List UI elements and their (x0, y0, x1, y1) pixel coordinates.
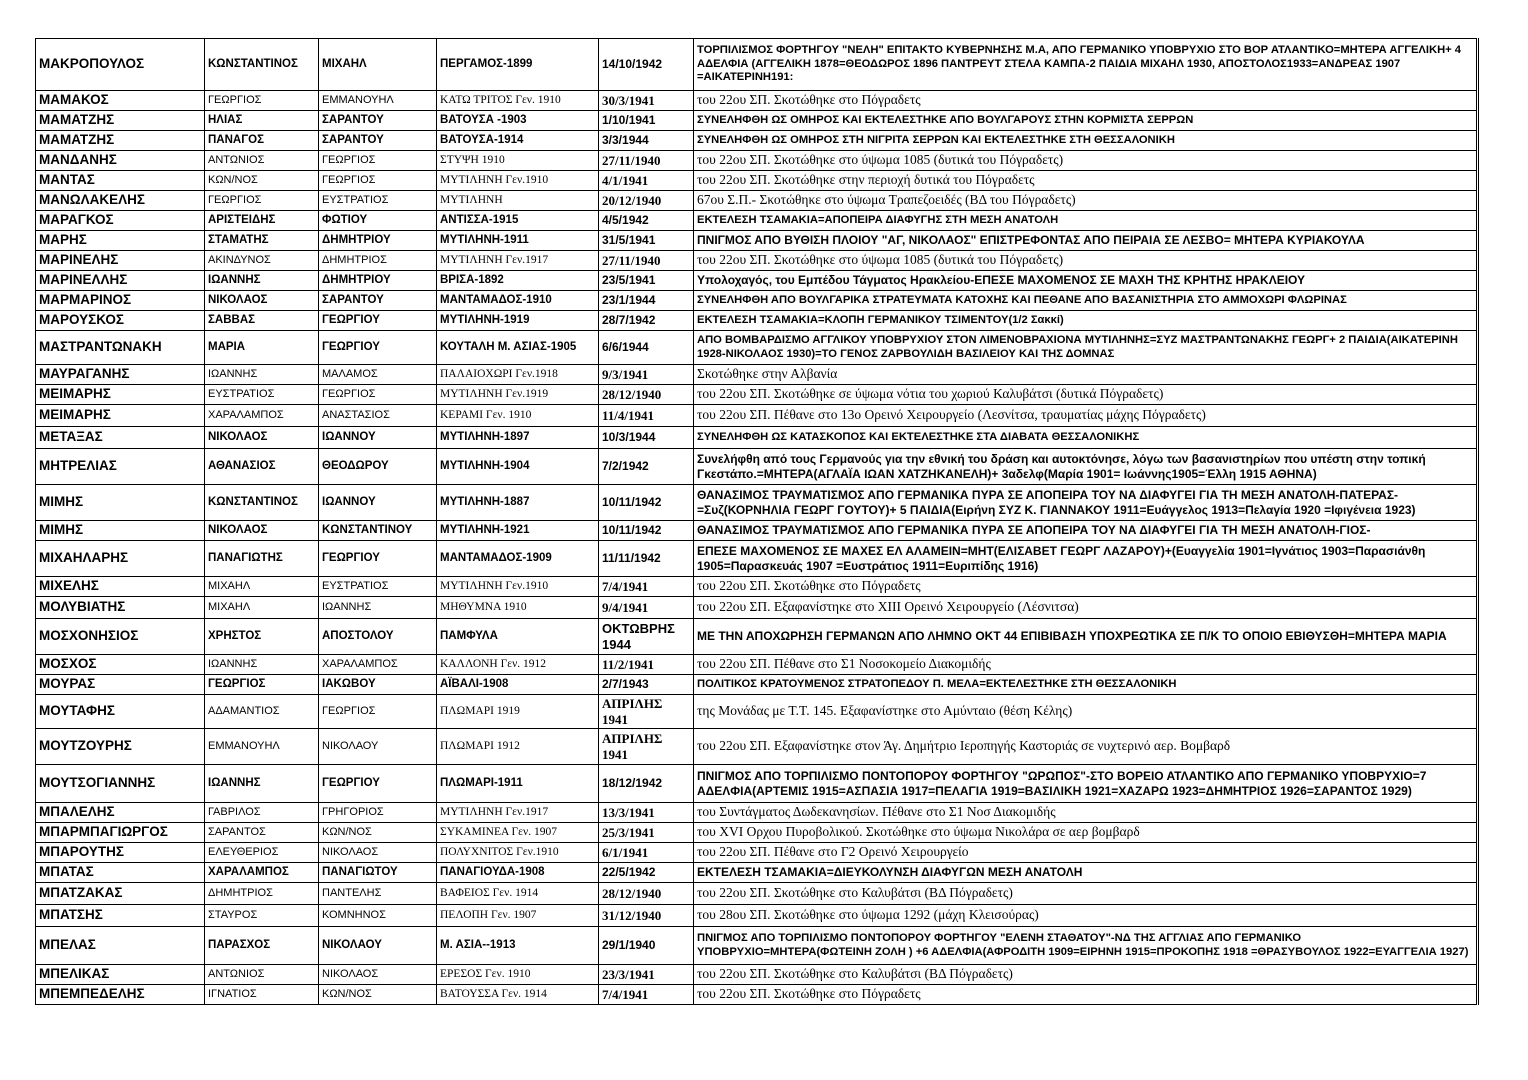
first-name-cell: ΧΑΡΑΛΑΜΠΟΣ (205, 863, 319, 883)
surname-cell: ΜΕΙΜΑΡΗΣ (36, 405, 205, 427)
table-row (36, 619, 1478, 655)
first-name-cell: ΠΑΝΑΓΙΩΤΗΣ (205, 541, 319, 577)
surname-cell: ΜΑΡΙΝΕΛΛΗΣ (36, 271, 205, 291)
table-row (36, 365, 1478, 385)
father-name-cell: ΚΩΝ/ΝΟΣ (319, 823, 437, 843)
notes-cell: ΣΥΝΕΛΗΦΘΗ ΩΣ ΟΜΗΡΟΣ ΣΤΗ ΝΙΓΡΙΤΑ ΣΕΡΡΩΝ ΚΑΙ ΕΚΤΕΛΕΣΤΗΚΕ ΣΤΗ ΘΕΣΣΑΛΟΝΙΚΗ (694, 131, 1478, 151)
surname-cell: ΜΑΝΔΑΝΗΣ (36, 151, 205, 171)
table-row (36, 521, 1478, 541)
table-row (36, 211, 1478, 231)
table-row (36, 965, 1478, 985)
date-cell: 23/3/1941 (599, 965, 694, 985)
surname-cell: ΜΠΕΜΠΕΔΕΛΗΣ (36, 985, 205, 1005)
first-name-cell: ΙΩΑΝΝΗΣ (205, 271, 319, 291)
table-row (36, 905, 1478, 927)
date-cell: 31/5/1941 (599, 231, 694, 251)
surname-cell: ΜΑΡΗΣ (36, 231, 205, 251)
surname-cell: ΜΕΙΜΑΡΗΣ (36, 385, 205, 405)
surname-cell: ΜΟΥΤΣΟΓΙΑΝΝΗΣ (36, 765, 205, 803)
first-name-cell: ΕΛΕΥΘΕΡΙΟΣ (205, 843, 319, 863)
surname-cell: ΜΠΑΤΑΣ (36, 863, 205, 883)
birthplace-year-cell: ΣΤΥΨΗ 1910 (437, 151, 599, 171)
table-row (36, 485, 1478, 521)
table-row (36, 927, 1478, 965)
date-cell: 10/3/1944 (599, 427, 694, 449)
first-name-cell: ΑΚΙΝΔΥΝΟΣ (205, 251, 319, 271)
birthplace-year-cell: ΠΟΛΥΧΝΙΤΟΣ Γεν.1910 (437, 843, 599, 863)
father-name-cell: ΕΥΣΤΡΑΤΙΟΣ (319, 577, 437, 597)
surname-cell: ΜΟΣΧΟΣ (36, 655, 205, 675)
notes-cell: του 22ου ΣΠ. Πέθανε στο Γ2 Ορεινό Χειρουργείο (694, 843, 1478, 863)
birthplace-year-cell: ΠΑΜΦΥΛΑ (437, 619, 599, 655)
birthplace-year-cell: ΜΥΤΙΛΗΝΗ-1919 (437, 311, 599, 331)
notes-cell: του 22ου ΣΠ. Σκοτώθηκε στο Καλυβάτσι (ΒΔ Πόγραδετς) (694, 883, 1478, 905)
date-cell: 11/11/1942 (599, 541, 694, 577)
birthplace-year-cell: ΜΗΘΥΜΝΑ 1910 (437, 597, 599, 619)
first-name-cell: ΕΥΣΤΡΑΤΙΟΣ (205, 385, 319, 405)
date-cell: 6/1/1941 (599, 843, 694, 863)
birthplace-year-cell: ΜΥΤΙΛΗΝΗ-1904 (437, 449, 599, 485)
first-name-cell: ΔΗΜΗΤΡΙΟΣ (205, 883, 319, 905)
first-name-cell: ΜΙΧΑΗΛ (205, 577, 319, 597)
notes-cell: ΠΝΙΓΜΟΣ ΑΠΟ ΒΥΘΙΣΗ ΠΛΟΙΟΥ "ΑΓ, ΝΙΚΟΛΑΟΣ" ΕΠΙΣΤΡΕΦΟΝΤΑΣ ΑΠΟ ΠΕΙΡΑΙΑ ΣΕ ΛΕΣΒΟ= ΜΗΤΕΡΑ ΚΥΡΙΑΚΟΥΛΑ (694, 231, 1478, 251)
birthplace-year-cell: ΑΝΤΙΣΣΑ-1915 (437, 211, 599, 231)
date-cell: 23/1/1944 (599, 291, 694, 311)
first-name-cell: ΑΝΤΩΝΙΟΣ (205, 965, 319, 985)
father-name-cell: ΑΝΑΣΤΑΣΙΟΣ (319, 405, 437, 427)
surname-cell: ΜΑΡΟΥΣΚΟΣ (36, 311, 205, 331)
date-cell: 28/12/1940 (599, 385, 694, 405)
table-row (36, 541, 1478, 577)
date-cell: 29/1/1940 (599, 927, 694, 965)
notes-cell: της Μονάδας με Τ.Τ. 145. Εξαφανίστηκε στο Αμύνταιο (θέση Κέλης) (694, 695, 1478, 729)
father-name-cell: ΓΕΩΡΓΙΟΥ (319, 541, 437, 577)
first-name-cell: ΚΩΝΣΤΑΝΤΙΝΟΣ (205, 39, 319, 91)
father-name-cell: ΝΙΚΟΛΑΟΣ (319, 843, 437, 863)
birthplace-year-cell: ΒΡΙΣΑ-1892 (437, 271, 599, 291)
first-name-cell: ΝΙΚΟΛΑΟΣ (205, 521, 319, 541)
table-row (36, 231, 1478, 251)
father-name-cell: ΙΩΑΝΝΟΥ (319, 485, 437, 521)
father-name-cell: ΓΕΩΡΓΙΟΣ (319, 151, 437, 171)
notes-cell: ΘΑΝΑΣΙΜΟΣ ΤΡΑΥΜΑΤΙΣΜΟΣ ΑΠΟ ΓΕΡΜΑΝΙΚΑ ΠΥΡΑ ΣΕ ΑΠΟΠΕΙΡΑ ΤΟΥ ΝΑ ΔΙΑΦΥΓΕΙ ΓΙΑ ΤΗ ΜΕΣΗ ΑΝΑΤΟΛΗ-ΓΙΟΣ- (694, 521, 1478, 541)
birthplace-year-cell: ΕΡΕΣΟΣ Γεν. 1910 (437, 965, 599, 985)
table-row (36, 843, 1478, 863)
date-cell: 27/11/1940 (599, 251, 694, 271)
date-cell: 28/7/1942 (599, 311, 694, 331)
table-row (36, 405, 1478, 427)
table-row (36, 271, 1478, 291)
date-cell: 31/12/1940 (599, 905, 694, 927)
table-row (36, 291, 1478, 311)
father-name-cell: ΔΗΜΗΤΡΙΟΥ (319, 231, 437, 251)
date-cell: 20/12/1940 (599, 191, 694, 211)
father-name-cell: ΓΕΩΡΓΙΟΣ (319, 171, 437, 191)
table-row (36, 863, 1478, 883)
notes-cell: ΑΠΟ ΒΟΜΒΑΡΔΙΣΜΟ ΑΓΓΛΙΚΟΥ ΥΠΟΒΡΥΧΙΟΥ ΣΤΟΝ ΛΙΜΕΝΟΒΡΑΧΙΟΝΑ ΜΥΤΙΛΗΝΗΣ=ΣΥΖ ΜΑΣΤΡΑΝΤΩΝΑΚΗΣ ΓΕΩΡΓ+ 2 ΠΑΙΔΙΑ(ΑΙΚΑΤΕΡΙΝΗ 1928-ΝΙΚΟΛΑΟΣ 1930)=ΤΟ ΓΕΝΟΣ ΖΑΡΒΟΥΛΙΔΗ ΒΑΣΙΛΕΙΟΥ ΚΑΙ ΤΗΣ ΔΟΜΝΑΣ (694, 331, 1478, 365)
surname-cell: ΜΑΥΡΑΓΑΝΗΣ (36, 365, 205, 385)
surname-cell: ΜΑΝΤΑΣ (36, 171, 205, 191)
birthplace-year-cell: ΜΥΤΙΛΗΝΗ Γεν.1910 (437, 577, 599, 597)
notes-cell: του 22ου ΣΠ. Πέθανε στο Σ1 Νοσοκομείο Διακομιδής (694, 655, 1478, 675)
surname-cell: ΜΙΜΗΣ (36, 521, 205, 541)
date-cell: 7/4/1941 (599, 985, 694, 1005)
notes-cell: του 22ου ΣΠ. Σκοτώθηκε στο Καλυβάτσι (ΒΔ Πόγραδετς) (694, 965, 1478, 985)
birthplace-year-cell: ΜΥΤΙΛΗΝΗ (437, 191, 599, 211)
date-cell: 30/3/1941 (599, 91, 694, 111)
father-name-cell: ΓΕΩΡΓΙΟΥ (319, 311, 437, 331)
first-name-cell: ΓΕΩΡΓΙΟΣ (205, 675, 319, 695)
first-name-cell: ΑΡΙΣΤΕΙΔΗΣ (205, 211, 319, 231)
father-name-cell: ΔΗΜΗΤΡΙΟΣ (319, 251, 437, 271)
father-name-cell: ΦΩΤΙΟΥ (319, 211, 437, 231)
birthplace-year-cell: ΚΑΛΛΟΝΗ Γεν. 1912 (437, 655, 599, 675)
birthplace-year-cell: ΜΥΤΙΛΗΝΗ-1897 (437, 427, 599, 449)
notes-cell: ΣΥΝΕΛΗΦΘΗ ΩΣ ΟΜΗΡΟΣ ΚΑΙ ΕΚΤΕΛΕΣΤΗΚΕ ΑΠΟ ΒΟΥΛΓΑΡΟΥΣ ΣΤΗΝ ΚΟΡΜΙΣΤΑ ΣΕΡΡΩΝ (694, 111, 1478, 131)
father-name-cell: ΓΕΩΡΓΙΟΣ (319, 385, 437, 405)
first-name-cell: ΚΩΝΣΤΑΝΤΙΝΟΣ (205, 485, 319, 521)
first-name-cell: ΧΡΗΣΤΟΣ (205, 619, 319, 655)
date-cell: 27/11/1940 (599, 151, 694, 171)
birthplace-year-cell: ΠΑΛΑΙΟΧΩΡΙ Γεν.1918 (437, 365, 599, 385)
birthplace-year-cell: ΠΛΩΜΑΡΙ-1911 (437, 765, 599, 803)
date-cell: 9/3/1941 (599, 365, 694, 385)
father-name-cell: ΠΑΝΤΕΛΗΣ (319, 883, 437, 905)
father-name-cell: ΓΕΩΡΓΙΟΥ (319, 331, 437, 365)
date-cell: 4/1/1941 (599, 171, 694, 191)
notes-cell: του 22ου ΣΠ. Σκοτώθηκε στο Πόγραδετς (694, 985, 1478, 1005)
birthplace-year-cell: ΜΥΤΙΛΗΝΗ Γεν.1910 (437, 171, 599, 191)
first-name-cell: ΙΓΝΑΤΙΟΣ (205, 985, 319, 1005)
date-cell: 23/5/1941 (599, 271, 694, 291)
table-row (36, 131, 1478, 151)
surname-cell: ΜΗΤΡΕΛΙΑΣ (36, 449, 205, 485)
father-name-cell: ΣΑΡΑΝΤΟΥ (319, 111, 437, 131)
first-name-cell: ΙΩΑΝΝΗΣ (205, 765, 319, 803)
father-name-cell: ΙΩΑΝΝΗΣ (319, 597, 437, 619)
notes-cell: ΣΥΝΕΛΗΦΘΗ ΩΣ ΚΑΤΑΣΚΟΠΟΣ ΚΑΙ ΕΚΤΕΛΕΣΤΗΚΕ ΣΤΑ ΔΙΑΒΑΤΑ ΘΕΣΣΑΛΟΝΙΚΗΣ (694, 427, 1478, 449)
birthplace-year-cell: ΜΥΤΙΛΗΝΗ-1921 (437, 521, 599, 541)
notes-cell: Συνελήφθη από τους Γερμανούς για την εθνική του δράση και αυτοκτόνησε, λόγω των βασανιστηρίων που υπέστη στην τοπική Γκεστάπο.=ΜΗΤΕΡΑ(ΑΓΛΑΪΑ ΙΩΑΝ ΧΑΤΖΗΚΑΝΕΛΗ)+ 3αδελφ(Μαρία 1901= Ιωάννης1905=Έλλη 1915 ΑΘΗΝΑ) (694, 449, 1478, 485)
date-cell: 3/3/1944 (599, 131, 694, 151)
father-name-cell: ΝΙΚΟΛΑΟΥ (319, 927, 437, 965)
surname-cell: ΜΟΥΤΖΟΥΡΗΣ (36, 729, 205, 765)
father-name-cell: ΚΩΝ/ΝΟΣ (319, 985, 437, 1005)
father-name-cell: ΙΩΑΝΝΟΥ (319, 427, 437, 449)
table-row (36, 823, 1478, 843)
date-cell: 7/2/1942 (599, 449, 694, 485)
notes-cell: ΠΝΙΓΜΟΣ ΑΠΟ ΤΟΡΠΙΛΙΣΜΟ ΠΟΝΤΟΠΟΡΟΥ ΦΟΡΤΗΓΟΥ "ΩΡΩΠΟΣ"-ΣΤΟ ΒΟΡΕΙΟ ΑΤΛΑΝΤΙΚΟ ΑΠΟ ΓΕΡΜΑΝΙΚΟ ΥΠΟΒΡΥΧΙΟ=7 ΑΔΕΛΦΙΑ(ΑΡΤΕΜΙΣ 1915=ΑΣΠΑΣΙΑ 1917=ΠΕΛΑΓΙΑ 1919=ΒΑΣΙΛΙΚΗ 1921=ΧΑΖΑΡΩ 1923=ΔΗΜΗΤΡΙΟΣ 1926=ΣΑΡΑΝΤΟΣ 1929) (694, 765, 1478, 803)
notes-cell: ΕΚΤΕΛΕΣΗ ΤΣΑΜΑΚΙΑ=ΑΠΟΠΕΙΡΑ ΔΙΑΦΥΓΗΣ ΣΤΗ ΜΕΣΗ ΑΝΑΤΟΛΗ (694, 211, 1478, 231)
first-name-cell: ΝΙΚΟΛΑΟΣ (205, 427, 319, 449)
birthplace-year-cell: ΒΑΤΟΥΣΑ-1914 (437, 131, 599, 151)
notes-cell: του 22ου ΣΠ. Σκοτώθηκε στο ύψωμα 1085 (δυτικά του Πόγραδετς) (694, 151, 1478, 171)
table-row (36, 39, 1478, 91)
father-name-cell: ΓΕΩΡΓΙΟΥ (319, 765, 437, 803)
surname-cell: ΜΟΛΥΒΙΑΤΗΣ (36, 597, 205, 619)
first-name-cell: ΣΤΑΜΑΤΗΣ (205, 231, 319, 251)
table-row (36, 883, 1478, 905)
date-cell: 4/5/1942 (599, 211, 694, 231)
table-row (36, 191, 1478, 211)
notes-cell: του 22ου ΣΠ. Σκοτώθηκε σε ύψωμα νότια του χωριού Καλυβάτσι (δυτικά Πόγραδετς) (694, 385, 1478, 405)
table-row (36, 251, 1478, 271)
birthplace-year-cell: ΜΥΤΙΛΗΝΗ Γεν.1917 (437, 803, 599, 823)
surname-cell: ΜΑΡΙΝΕΛΗΣ (36, 251, 205, 271)
father-name-cell: ΘΕΟΔΩΡΟΥ (319, 449, 437, 485)
notes-cell: ΤΟΡΠΙΛΙΣΜΟΣ ΦΟΡΤΗΓΟΥ "ΝΕΛΗ" ΕΠΙΤΑΚΤΟ ΚΥΒΕΡΝΗΣΗΣ Μ.Α, ΑΠΟ ΓΕΡΜΑΝΙΚΟ ΥΠΟΒΡΥΧΙΟ ΣΤΟ ΒΟΡ ΑΤΛΑΝΤΙΚΟ=ΜΗΤΕΡΑ ΑΓΓΕΛΙΚΗ+ 4 ΑΔΕΛΦΙΑ (ΑΓΓΕΛΙΚΗ 1878=ΘΕΟΔΩΡΟΣ 1896 ΠΑΝΤΡΕΥΤ ΣΤΕΛΑ ΚΑΜΠΑ-2 ΠΑΙΔΙΑ ΜΙΧΑΗΛ 1930, ΑΠΟΣΤΟΛΟΣ1933=ΑΝΔΡΕΑΣ 1907 =ΑΙΚΑΤΕΡΙΝΗ191: (694, 39, 1478, 91)
notes-cell: ΕΚΤΕΛΕΣΗ ΤΣΑΜΑΚΙΑ=ΚΛΟΠΗ ΓΕΡΜΑΝΙΚΟΥ ΤΣΙΜΕΝΤΟΥ(1/2 Σακκί) (694, 311, 1478, 331)
surname-cell: ΜΠΑΛΕΛΗΣ (36, 803, 205, 823)
first-name-cell: ΓΑΒΡΙΛΟΣ (205, 803, 319, 823)
surname-cell: ΜΠΕΛΑΣ (36, 927, 205, 965)
surname-cell: ΜΑΣΤΡΑΝΤΩΝΑΚΗ (36, 331, 205, 365)
notes-cell: του 22ου ΣΠ. Σκοτώθηκε στο ύψωμα 1085 (δυτικά του Πόγραδετς) (694, 251, 1478, 271)
table-row (36, 311, 1478, 331)
birthplace-year-cell: ΠΕΛΟΠΗ Γεν. 1907 (437, 905, 599, 927)
date-cell: 25/3/1941 (599, 823, 694, 843)
father-name-cell: ΕΜΜΑΝΟΥΗΛ (319, 91, 437, 111)
first-name-cell: ΠΑΝΑΓΟΣ (205, 131, 319, 151)
date-cell: 9/4/1941 (599, 597, 694, 619)
notes-cell: ΕΚΤΕΛΕΣΗ ΤΣΑΜΑΚΙΑ=ΔΙΕΥΚΟΛΥΝΣΗ ΔΙΑΦΥΓΩΝ ΜΕΣΗ ΑΝΑΤΟΛΗ (694, 863, 1478, 883)
date-cell: 6/6/1944 (599, 331, 694, 365)
first-name-cell: ΜΑΡΙΑ (205, 331, 319, 365)
table-row (36, 91, 1478, 111)
date-cell: 13/3/1941 (599, 803, 694, 823)
surname-cell: ΜΟΣΧΟΝΗΣΙΟΣ (36, 619, 205, 655)
records-table-body (36, 39, 1478, 1005)
notes-cell: ΣΥΝΕΛΗΦΘΗ ΑΠΟ ΒΟΥΛΓΑΡΙΚΑ ΣΤΡΑΤΕΥΜΑΤΑ ΚΑΤΟΧΗΣ ΚΑΙ ΠΕΘΑΝΕ ΑΠΟ ΒΑΣΑΝΙΣΤΗΡΙΑ ΣΤΟ ΑΜΜΟΧΩΡΙ ΦΛΩΡΙΝΑΣ (694, 291, 1478, 311)
surname-cell: ΜΕΤΑΞΑΣ (36, 427, 205, 449)
date-cell: 11/4/1941 (599, 405, 694, 427)
first-name-cell: ΗΛΙΑΣ (205, 111, 319, 131)
notes-cell: του 22ου ΣΠ. Σκοτώθηκε στο Πόγραδετς (694, 577, 1478, 597)
surname-cell: ΜΙΧΑΗΛΑΡΗΣ (36, 541, 205, 577)
birthplace-year-cell: ΜΑΝΤΑΜΑΔΟΣ-1909 (437, 541, 599, 577)
date-cell: ΑΠΡΙΛΗΣ 1941 (599, 729, 694, 765)
birthplace-year-cell: ΠΕΡΓΑΜΟΣ-1899 (437, 39, 599, 91)
first-name-cell: ΜΙΧΑΗΛ (205, 597, 319, 619)
date-cell: 11/2/1941 (599, 655, 694, 675)
notes-cell: του 22ου ΣΠ. Εξαφανίστηκε στο ΧΙΙΙ Ορεινό Χειρουργείο (Λέσνιτσα) (694, 597, 1478, 619)
surname-cell: ΜΑΜΑΤΖΗΣ (36, 111, 205, 131)
father-name-cell: ΑΠΟΣΤΟΛΟΥ (319, 619, 437, 655)
table-row (36, 675, 1478, 695)
birthplace-year-cell: ΜΥΤΙΛΗΝΗ-1887 (437, 485, 599, 521)
first-name-cell: ΕΜΜΑΝΟΥΗΛ (205, 729, 319, 765)
surname-cell: ΜΙΧΕΛΗΣ (36, 577, 205, 597)
father-name-cell: ΝΙΚΟΛΑΟΣ (319, 965, 437, 985)
father-name-cell: ΣΑΡΑΝΤΟΥ (319, 131, 437, 151)
date-cell: 7/4/1941 (599, 577, 694, 597)
father-name-cell: ΣΑΡΑΝΤΟΥ (319, 291, 437, 311)
table-row (36, 331, 1478, 365)
surname-cell: ΜΠΑΤΖΑΚΑΣ (36, 883, 205, 905)
birthplace-year-cell: ΒΑΤΟΥΣΑ -1903 (437, 111, 599, 131)
first-name-cell: ΚΩΝ/ΝΟΣ (205, 171, 319, 191)
notes-cell: του 22ου ΣΠ. Σκοτώθηκε στο Πόγραδετς (694, 91, 1478, 111)
table-row (36, 385, 1478, 405)
first-name-cell: ΙΩΑΝΝΗΣ (205, 365, 319, 385)
surname-cell: ΜΠΑΤΣΗΣ (36, 905, 205, 927)
first-name-cell: ΑΝΤΩΝΙΟΣ (205, 151, 319, 171)
surname-cell: ΜΑΡΜΑΡΙΝΟΣ (36, 291, 205, 311)
birthplace-year-cell: ΒΑΤΟΥΣΣΑ Γεν. 1914 (437, 985, 599, 1005)
birthplace-year-cell: ΜΥΤΙΛΗΝΗ-1911 (437, 231, 599, 251)
surname-cell: ΜΟΥΤΑΦΗΣ (36, 695, 205, 729)
notes-cell: του 22ου ΣΠ. Σκοτώθηκε στην περιοχή δυτικά του Πόγραδετς (694, 171, 1478, 191)
table-row (36, 111, 1478, 131)
father-name-cell: ΚΟΜΝΗΝΟΣ (319, 905, 437, 927)
table-row (36, 427, 1478, 449)
surname-cell: ΜΑΜΑΚΟΣ (36, 91, 205, 111)
birthplace-year-cell: ΚΟΥΤΑΛΗ Μ. ΑΣΙΑΣ-1905 (437, 331, 599, 365)
date-cell: 18/12/1942 (599, 765, 694, 803)
table-row (36, 577, 1478, 597)
notes-cell: του 28ου ΣΠ. Σκοτώθηκε στο ύψωμα 1292 (μάχη Κλεισούρας) (694, 905, 1478, 927)
first-name-cell: ΑΔΑΜΑΝΤΙΟΣ (205, 695, 319, 729)
father-name-cell: ΧΑΡΑΛΑΜΠΟΣ (319, 655, 437, 675)
surname-cell: ΜΙΜΗΣ (36, 485, 205, 521)
notes-cell: του 22ου ΣΠ. Εξαφανίστηκε στον Άγ. Δημήτριο Ιεροπηγής Καστοριάς σε νυχτερινό αερ. Βομβαρδ (694, 729, 1478, 765)
date-cell: 2/7/1943 (599, 675, 694, 695)
first-name-cell: ΓΕΩΡΓΙΟΣ (205, 191, 319, 211)
table-row (36, 597, 1478, 619)
notes-cell: ΕΠΕΣΕ ΜΑΧΟΜΕΝΟΣ ΣΕ ΜΑΧΕΣ ΕΛ ΑΛΑΜΕΙΝ=ΜΗΤ(ΕΛΙΣΑΒΕΤ ΓΕΩΡΓ ΛΑΖΑΡΟΥ)+(Ευαγγελία 1901=Ιγνάτιος 1903=Παρασιάνθη 1905=Παρασκευάς 1907 =Ευστράτιος 1911=Ευριπίδης 1916) (694, 541, 1478, 577)
notes-cell: 67ου Σ.Π.- Σκοτώθηκε στο ύψωμα Τραπεζοειδές (ΒΔ του Πόγραδετς) (694, 191, 1478, 211)
birthplace-year-cell: ΜΥΤΙΛΗΝΗ Γεν.1919 (437, 385, 599, 405)
records-table (35, 38, 1479, 1005)
first-name-cell: ΠΑΡΑΣΧΟΣ (205, 927, 319, 965)
birthplace-year-cell: ΜΑΝΤΑΜΑΔΟΣ-1910 (437, 291, 599, 311)
first-name-cell: ΣΑΒΒΑΣ (205, 311, 319, 331)
notes-cell: ΘΑΝΑΣΙΜΟΣ ΤΡΑΥΜΑΤΙΣΜΟΣ ΑΠΟ ΓΕΡΜΑΝΙΚΑ ΠΥΡΑ ΣΕ ΑΠΟΠΕΙΡΑ ΤΟΥ ΝΑ ΔΙΑΦΥΓΕΙ ΓΙΑ ΤΗ ΜΕΣΗ ΑΝΑΤΟΛΗ-ΠΑΤΕΡΑΣ- =Συζ(ΚΟΡΝΗΛΙΑ ΓΕΩΡΓ ΓΟΥΤΟΥ)+ 5 ΠΑΙΔΙΑ(Ειρήνη ΣΥΖ Κ. ΓΙΑΝΝΑΚΟΥ 1911=Ευάγγελος 1913=Πελαγία 1920 =Ιφιγένεια 1923) (694, 485, 1478, 521)
date-cell: 14/10/1942 (599, 39, 694, 91)
surname-cell: ΜΑΡΑΓΚΟΣ (36, 211, 205, 231)
date-cell: ΟΚΤΩΒΡΗΣ 1944 (599, 619, 694, 655)
first-name-cell: ΑΘΑΝΑΣΙΟΣ (205, 449, 319, 485)
table-row (36, 695, 1478, 729)
surname-cell: ΜΟΥΡΑΣ (36, 675, 205, 695)
father-name-cell: ΙΑΚΩΒΟΥ (319, 675, 437, 695)
notes-cell: ΜΕ ΤΗΝ ΑΠΟΧΩΡΗΣΗ ΓΕΡΜΑΝΩΝ ΑΠΟ ΛΗΜΝΟ ΟΚΤ 44 ΕΠΙΒΙΒΑΣΗ ΥΠΟΧΡΕΩΤΙΚΑ ΣΕ Π/Κ ΤΟ ΟΠΟΙΟ ΕΒΙΘΥΣΘΗ=ΜΗΤΕΡΑ ΜΑΡΙΑ (694, 619, 1478, 655)
notes-cell: ΠΟΛΙΤΙΚΟΣ ΚΡΑΤΟΥΜΕΝΟΣ ΣΤΡΑΤΟΠΕΔΟΥ Π. ΜΕΛΑ=ΕΚΤΕΛΕΣΤΗΚΕ ΣΤΗ ΘΕΣΣΑΛΟΝΙΚΗ (694, 675, 1478, 695)
table-row (36, 765, 1478, 803)
date-cell: 10/11/1942 (599, 485, 694, 521)
table-row (36, 151, 1478, 171)
date-cell: 22/5/1942 (599, 863, 694, 883)
birthplace-year-cell: ΚΑΤΩ ΤΡΙΤΟΣ Γεν. 1910 (437, 91, 599, 111)
first-name-cell: ΙΩΑΝΝΗΣ (205, 655, 319, 675)
father-name-cell: ΚΩΝΣΤΑΝΤΙΝΟΥ (319, 521, 437, 541)
birthplace-year-cell: ΠΛΩΜΑΡΙ 1912 (437, 729, 599, 765)
first-name-cell: ΝΙΚΟΛΑΟΣ (205, 291, 319, 311)
surname-cell: ΜΠΑΡΟΥΤΗΣ (36, 843, 205, 863)
birthplace-year-cell: ΣΥΚΑΜΙΝΕΑ Γεν. 1907 (437, 823, 599, 843)
notes-cell: του XVI Ορχου Πυροβολικού. Σκοτώθηκε στο ύψωμα Νικολάρα σε αερ βομβαρδ (694, 823, 1478, 843)
surname-cell: ΜΑΚΡΟΠΟΥΛΟΣ (36, 39, 205, 91)
father-name-cell: ΠΑΝΑΓΙΩΤΟΥ (319, 863, 437, 883)
surname-cell: ΜΑΜΑΤΖΗΣ (36, 131, 205, 151)
birthplace-year-cell: ΜΥΤΙΛΗΝΗ Γεν.1917 (437, 251, 599, 271)
father-name-cell: ΔΗΜΗΤΡΙΟΥ (319, 271, 437, 291)
table-row (36, 449, 1478, 485)
father-name-cell: ΜΑΛΑΜΟΣ (319, 365, 437, 385)
father-name-cell: ΓΡΗΓΟΡΙΟΣ (319, 803, 437, 823)
table-row (36, 171, 1478, 191)
father-name-cell: ΓΕΩΡΓΙΟΣ (319, 695, 437, 729)
first-name-cell: ΓΕΩΡΓΙΟΣ (205, 91, 319, 111)
table-row (36, 729, 1478, 765)
date-cell: 10/11/1942 (599, 521, 694, 541)
table-row (36, 803, 1478, 823)
date-cell: ΑΠΡΙΛΗΣ 1941 (599, 695, 694, 729)
notes-cell: του 22ου ΣΠ. Πέθανε στο 13ο Ορεινό Χειρουργείο (Λεσνίτσα, τραυματίας μάχης Πόγραδετς) (694, 405, 1478, 427)
birthplace-year-cell: ΑΪΒΑΛΙ-1908 (437, 675, 599, 695)
notes-cell: Υπολοχαγός, του Εμπέδου Τάγματος Ηρακλείου-ΕΠΕΣΕ ΜΑΧΟΜΕΝΟΣ ΣΕ ΜΑΧΗ ΤΗΣ ΚΡΗΤΗΣ ΗΡΑΚΛΕΙΟΥ (694, 271, 1478, 291)
surname-cell: ΜΠΕΛΙΚΑΣ (36, 965, 205, 985)
surname-cell: ΜΑΝΩΛΑΚΕΛΗΣ (36, 191, 205, 211)
first-name-cell: ΣΑΡΑΝΤΟΣ (205, 823, 319, 843)
father-name-cell: ΕΥΣΤΡΑΤΙΟΣ (319, 191, 437, 211)
notes-cell: Σκοτώθηκε στην Αλβανία (694, 365, 1478, 385)
date-cell: 1/10/1941 (599, 111, 694, 131)
date-cell: 28/12/1940 (599, 883, 694, 905)
birthplace-year-cell: ΠΑΝΑΓΙΟΥΔΑ-1908 (437, 863, 599, 883)
first-name-cell: ΧΑΡΑΛΑΜΠΟΣ (205, 405, 319, 427)
table-row (36, 655, 1478, 675)
birthplace-year-cell: ΚΕΡΑΜΙ Γεν. 1910 (437, 405, 599, 427)
birthplace-year-cell: ΒΑΦΕΙΟΣ Γεν. 1914 (437, 883, 599, 905)
notes-cell: ΠΝΙΓΜΟΣ ΑΠΟ ΤΟΡΠΙΛΙΣΜΟ ΠΟΝΤΟΠΟΡΟΥ ΦΟΡΤΗΓΟΥ "ΕΛΕΝΗ ΣΤΑΘΑΤΟΥ"-ΝΔ ΤΗΣ ΑΓΓΛΙΑΣ ΑΠΟ ΓΕΡΜΑΝΙΚΟ ΥΠΟΒΡΥΧΙΟ=ΜΗΤΕΡΑ(ΦΩΤΕΙΝΗ ΖΟΛΗ ) +6 ΑΔΕΛΦΙΑ(ΑΦΡΟΔΙΤΗ 1909=ΕΙΡΗΝΗ 1915=ΠΡΟΚΟΠΗΣ 1918 =ΘΡΑΣΥΒΟΥΛΟΣ 1922=ΕΥΑΓΓΕΛΙΑ 1927) (694, 927, 1478, 965)
first-name-cell: ΣΤΑΥΡΟΣ (205, 905, 319, 927)
father-name-cell: ΜΙΧΑΗΛ (319, 39, 437, 91)
surname-cell: ΜΠΑΡΜΠΑΓΙΩΡΓΟΣ (36, 823, 205, 843)
notes-cell: του Συντάγματος Δωδεκανησίων. Πέθανε στο Σ1 Νοσ Διακομιδής (694, 803, 1478, 823)
father-name-cell: ΝΙΚΟΛΑΟΥ (319, 729, 437, 765)
table-row (36, 985, 1478, 1005)
birthplace-year-cell: Μ. ΑΣΙΑ--1913 (437, 927, 599, 965)
birthplace-year-cell: ΠΛΩΜΑΡΙ 1919 (437, 695, 599, 729)
